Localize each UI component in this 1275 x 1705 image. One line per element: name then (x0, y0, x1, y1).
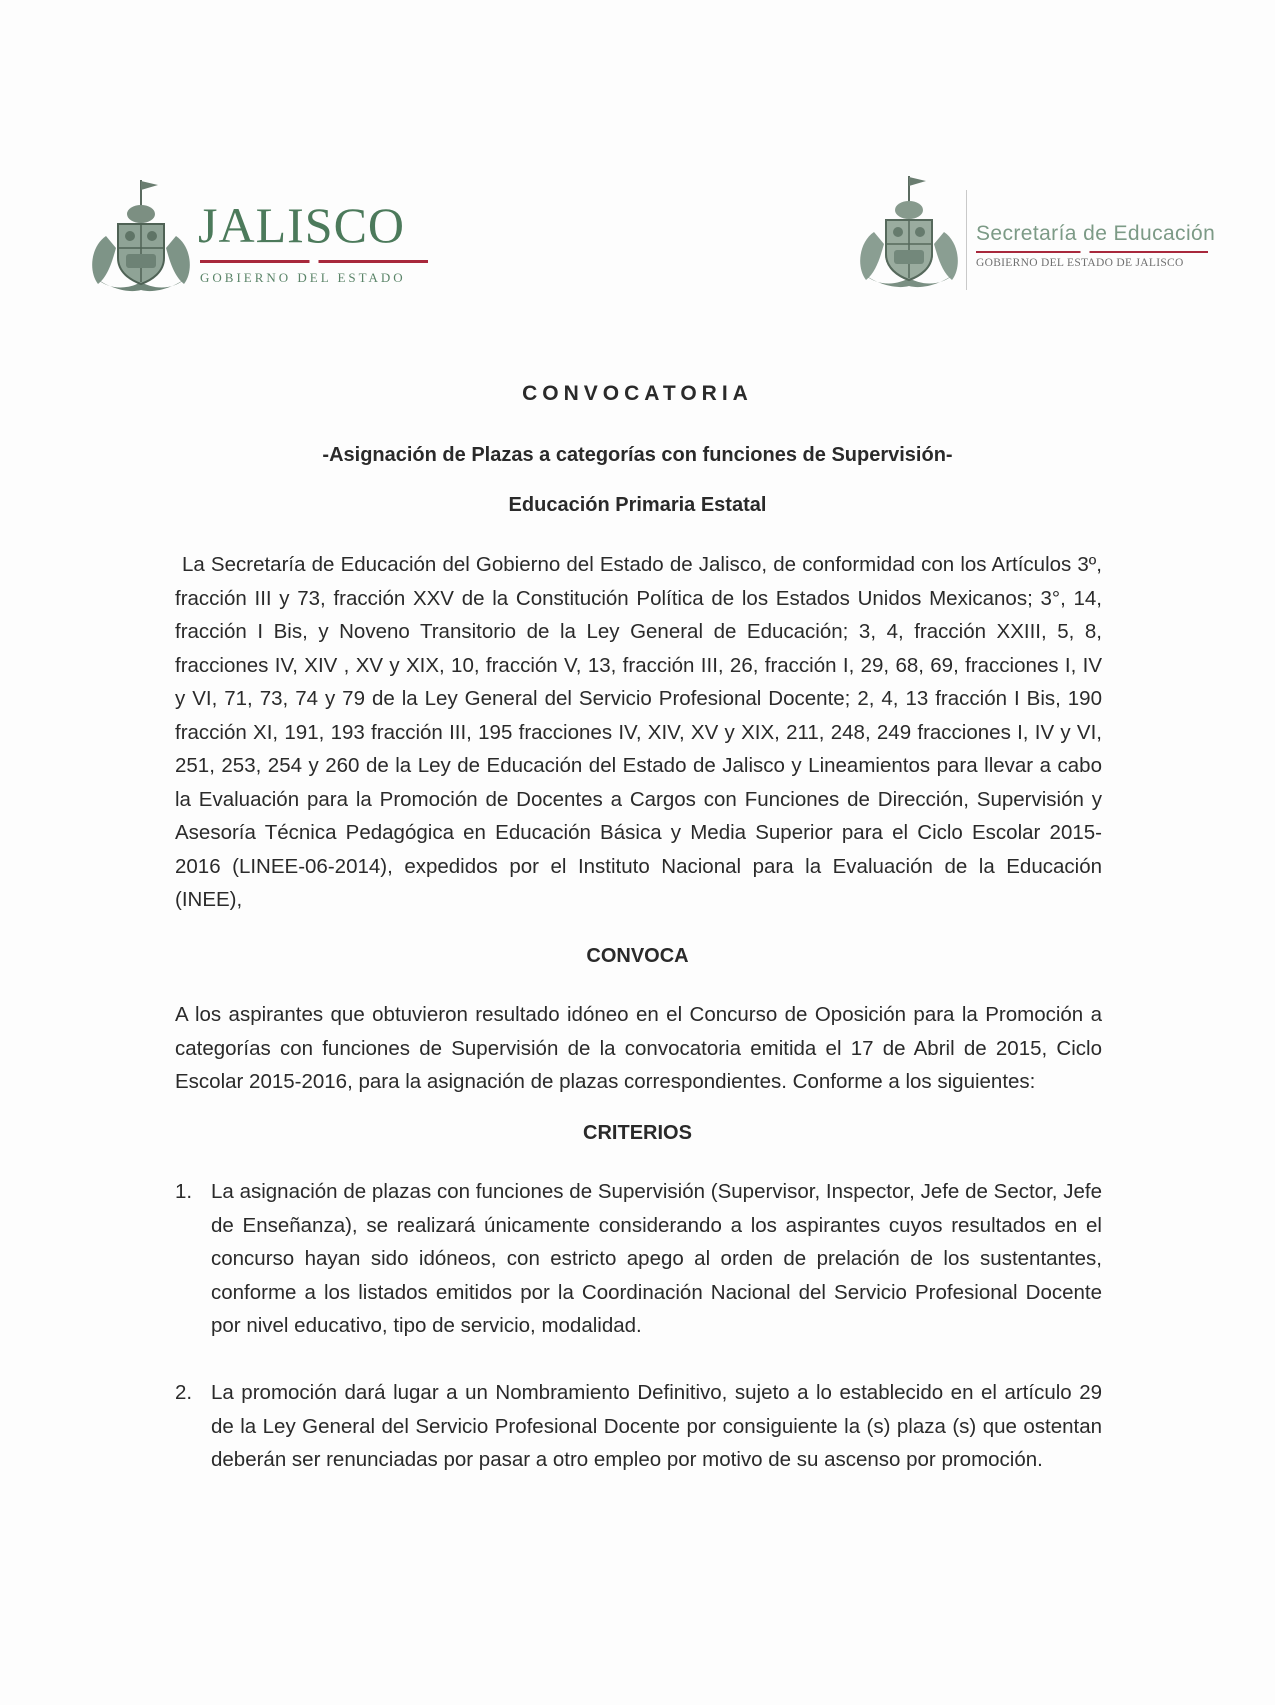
jalisco-wordmark: JALISCO (198, 197, 406, 253)
education-level: Educación Primaria Estatal (508, 494, 767, 516)
jalisco-coat-of-arms-icon (86, 176, 196, 296)
logo-separator (966, 190, 967, 290)
document-subtitle: -Asignación de Plazas a categorías con funciones de Supervisión- (322, 444, 953, 466)
list-item-text: La asignación de plazas con funciones de Supervisión (Supervisor, Inspector, Jefe de Sector, Jefe de Enseñanza), se realizará únicamente considerando a los aspirantes cuyos resultados en el concurso hayan sido idóneos, con estricto apego al orden de prelación de los sustentantes, conforme a los listados emitidos por la Coordinación Nacional del Servicio Profesional Docente por nivel educativo, tipo de servicio, modalidad. (211, 1180, 1102, 1337)
intro-paragraph: La Secretaría de Educación del Gobierno del Estado de Jalisco, de conformidad con los Artículos 3º, fracción III y 73, fracción XXV de la Constitución Política de los Estados Unidos Mexicanos; 3°, 14, fracción I Bis, y Noveno Transitorio de la Ley General de Educación; 3, 4, fracción XXIII, 5, 8, fracciones IV, XIV , XV y XIX, 10, fracción V, 13, fracción III, 26, fracción I, 29, 68, 69, fracciones I, IV y VI, 71, 73, 74 y 79 de la Ley General del Servicio Profesional Docente; 2, 4, 13 fracción I Bis, 190 fracción XI, 191, 193 fracción III, 195 fracciones IV, XIV, XV y XIX, 211, 248, 249 fracciones I, IV y VI, 251, 253, 254 y 260 de la Ley de Educación del Estado de Jalisco y Lineamientos para llevar a cabo la Evaluación para la Promoción de Docentes a Cargos con Funciones de Dirección, Supervisión y Asesoría Técnica Pedagógica en Educación Básica y Media Superior para el Ciclo Escolar 2015-2016 (LINEE-06-2014), expedidos por el Instituto Nacional para la Evaluación de la Educación (INEE), (175, 553, 1102, 911)
list-item-number: 1. (175, 1180, 193, 1203)
secretaria-educacion-logo (836, 172, 1216, 296)
secretaria-divider (976, 251, 1208, 253)
secretaria-subtitle: GOBIERNO DEL ESTADO DE JALISCO (976, 257, 1184, 269)
criterios-heading: CRITERIOS (583, 1122, 692, 1144)
list-item-text: La promoción dará lugar a un Nombramiento Definitivo, sujeto a lo establecido en el artículo 29 de la Ley General del Servicio Profesional Docente por consiguiente la (s) plaza (s) que ostentan deberán ser renunciadas por pasar a otro empleo por motivo de su ascenso por promoción. (211, 1381, 1102, 1471)
jalisco-coat-of-arms-icon (854, 172, 964, 292)
jalisco-government-logo (86, 176, 436, 296)
convoca-paragraph: A los aspirantes que obtuvieron resultado idóneo en el Concurso de Oposición para la Promoción a categorías con funciones de Supervisión de la convocatoria emitida el 17 de Abril de 2015, Ciclo Escolar 2015-2016, para la asignación de plazas correspondientes. Conforme a los siguientes: (175, 1003, 1102, 1093)
secretaria-wordmark: Secretaría de Educación (976, 222, 1216, 245)
document-title: CONVOCATORIA (522, 382, 753, 405)
convoca-heading: CONVOCA (586, 945, 689, 967)
jalisco-subtitle: GOBIERNO DEL ESTADO (200, 270, 406, 285)
list-item-number: 2. (175, 1381, 193, 1404)
jalisco-divider (200, 260, 428, 263)
